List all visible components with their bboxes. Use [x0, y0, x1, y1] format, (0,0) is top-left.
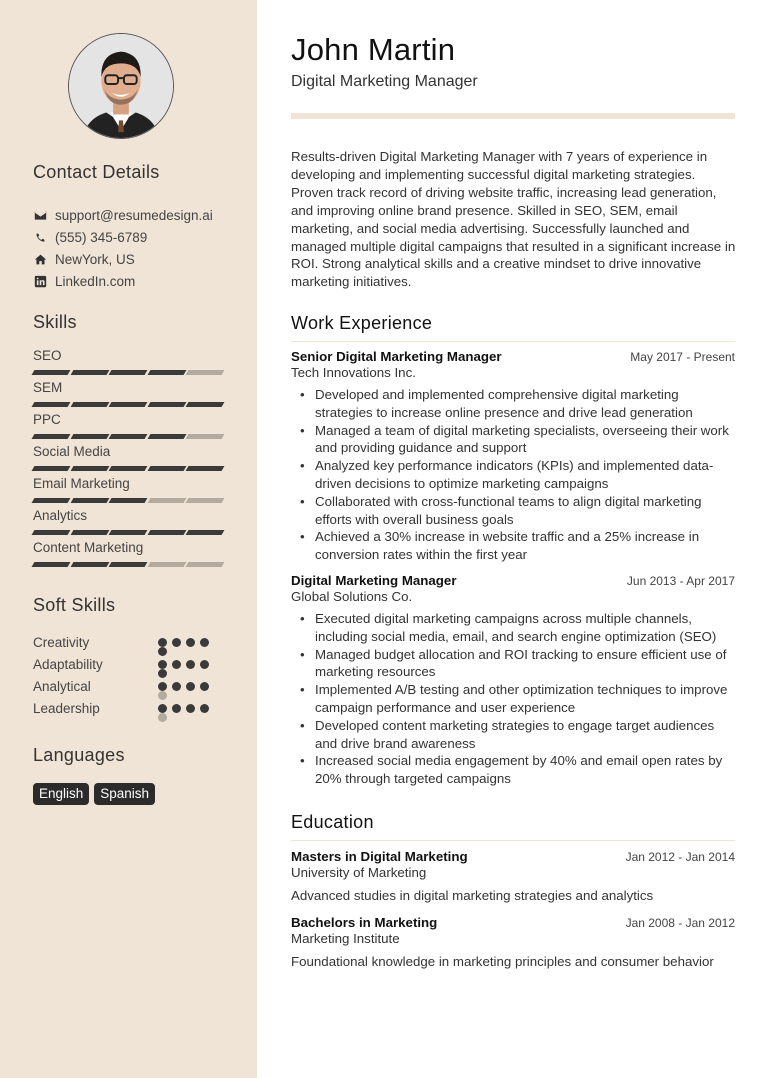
language-badge: English [33, 783, 89, 805]
education-dates: Jan 2008 - Jan 2012 [625, 916, 735, 930]
school-name: Marketing Institute [291, 931, 400, 946]
skill-item [33, 539, 225, 571]
summary-text: Results-driven Digital Marketing Manager with 7 years of experience in developing and implementing successful digital marketing strategies. Proven track record of driving website traffic, increasing lead generation, and improving online brand presence. Skilled in SEO, SEM, email marketing, and social media advertising. Successfully launched and managed multiple digital campaigns that resulted in a significant increase in ROI. Strong analytical skills and a creative mindset to drive innovative marketing initiatives. [291, 149, 736, 290]
skill-level-bar [33, 466, 225, 471]
rating-dot [186, 682, 195, 691]
header-divider [291, 113, 735, 119]
sidebar [0, 0, 257, 1078]
rating-dot [158, 704, 167, 713]
soft-skill-rating [158, 682, 209, 691]
soft-skill-item [33, 675, 223, 697]
skill-level-segment [32, 498, 70, 503]
skill-level-segment [186, 466, 224, 471]
skill-label: Analytics [33, 508, 88, 523]
language-badge: Spanish [94, 783, 155, 805]
skill-level-bar [33, 530, 225, 535]
rating-dot [200, 638, 209, 647]
job-bullet: • Developed and implemented comprehensive digital marketing strategies to increase online presence and drive lead generation [291, 386, 735, 422]
skill-item [33, 411, 225, 443]
languages-heading: Languages [33, 745, 125, 765]
skill-label: Content Marketing [33, 540, 144, 555]
skill-level-bar [33, 562, 225, 567]
skill-level-segment [70, 370, 108, 375]
contact-phone-text: (555) 345-6789 [55, 229, 148, 245]
home-icon [33, 252, 47, 266]
job-dates: Jun 2013 - Apr 2017 [626, 574, 735, 588]
soft-skill-label: Adaptability [33, 656, 103, 672]
skill-level-segment [32, 370, 70, 375]
skill-label: Social Media [33, 444, 111, 459]
skill-level-segment [147, 498, 185, 503]
soft-skills-heading: Soft Skills [33, 595, 116, 615]
soft-skill-rating [158, 660, 209, 669]
soft-skill-label: Creativity [33, 634, 90, 650]
job-bullet: • Increased social media engagement by 40% and email open rates by 20% through targeted campaigns [291, 752, 735, 788]
skill-item [33, 443, 225, 475]
rating-dot [172, 704, 181, 713]
education-entry [291, 915, 735, 969]
skill-label: PPC [33, 412, 61, 427]
education-dates: Jan 2012 - Jan 2014 [625, 850, 735, 864]
skill-level-bar [33, 370, 225, 375]
skill-level-segment [147, 402, 185, 407]
job-bullets [291, 610, 735, 788]
skill-item [33, 475, 225, 507]
skill-level-segment [70, 466, 108, 471]
skill-level-segment [32, 530, 70, 535]
skill-level-segment [109, 530, 147, 535]
skill-level-segment [32, 434, 70, 439]
school-name: University of Marketing [291, 865, 427, 880]
skill-level-bar [33, 402, 225, 407]
skill-level-segment [147, 562, 185, 567]
rating-dot [172, 638, 181, 647]
skill-level-segment [32, 562, 70, 567]
job-bullet: • Managed a team of digital marketing specialists, overseeing their work and providing guidance and support [291, 422, 735, 458]
rating-dot [200, 682, 209, 691]
rating-dot [158, 660, 167, 669]
rating-dot [186, 704, 195, 713]
job-title: Digital Marketing Manager [291, 573, 457, 588]
job-entry [291, 349, 735, 564]
education-description: Advanced studies in digital marketing strategies and analytics [291, 888, 654, 903]
skill-level-segment [109, 498, 147, 503]
skill-label: Email Marketing [33, 476, 130, 491]
skill-level-segment [70, 562, 108, 567]
job-bullet: • Developed content marketing strategies to engage target audiences and drive brand awareness [291, 717, 735, 753]
phone-icon [33, 230, 47, 244]
skill-item [33, 347, 225, 379]
skill-level-segment [70, 434, 108, 439]
skills-heading: Skills [33, 312, 77, 332]
work-experience-heading: Work Experience [291, 313, 735, 342]
contact-location [33, 248, 213, 270]
skill-level-segment [109, 434, 147, 439]
job-bullet: • Managed budget allocation and ROI tracking to ensure efficient use of marketing resources [291, 646, 735, 682]
job-company: Tech Innovations Inc. [291, 365, 416, 380]
job-bullet: • Analyzed key performance indicators (KPIs) and implemented data-driven decisions to optimize marketing campaigns [291, 457, 735, 493]
education-entry [291, 849, 735, 903]
rating-dot [186, 660, 195, 669]
soft-skill-rating [158, 638, 209, 647]
skill-level-segment [109, 562, 147, 567]
candidate-title: Digital Marketing Manager [291, 73, 478, 90]
profile-photo-icon [69, 34, 173, 138]
contact-phone[interactable] [33, 226, 213, 248]
skill-level-segment [109, 466, 147, 471]
rating-dot [172, 682, 181, 691]
soft-skill-item [33, 631, 223, 653]
skill-level-segment [186, 402, 224, 407]
contact-linkedin[interactable] [33, 270, 213, 292]
contact-email-text: support@resumedesign.ai [55, 207, 213, 223]
avatar [68, 33, 174, 139]
education-heading: Education [291, 812, 735, 841]
job-company: Global Solutions Co. [291, 589, 413, 604]
skill-level-bar [33, 434, 225, 439]
rating-dot [186, 638, 195, 647]
skill-level-segment [70, 498, 108, 503]
skill-level-segment [186, 562, 224, 567]
skill-level-segment [147, 370, 185, 375]
job-entry [291, 573, 735, 788]
soft-skill-label: Analytical [33, 678, 91, 694]
soft-skill-rating [158, 704, 209, 713]
skill-level-segment [147, 466, 185, 471]
languages-list [33, 783, 155, 805]
contact-location-text: NewYork, US [55, 251, 135, 267]
linkedin-icon [33, 274, 47, 288]
skill-level-segment [109, 370, 147, 375]
skill-item [33, 379, 225, 411]
job-bullet: • Implemented A/B testing and other optimization techniques to improve campaign performance and user experience [291, 681, 735, 717]
soft-skill-item [33, 653, 223, 675]
skill-level-segment [70, 402, 108, 407]
skill-level-segment [186, 498, 224, 503]
skill-level-segment [109, 402, 147, 407]
degree-title: Masters in Digital Marketing [291, 849, 468, 864]
rating-dot [200, 704, 209, 713]
contact-linkedin-text: LinkedIn.com [55, 273, 136, 289]
job-dates: May 2017 - Present [630, 350, 735, 364]
job-bullet: • Achieved a 30% increase in website traffic and a 25% increase in conversion rates within the first year [291, 528, 735, 564]
job-bullets [291, 386, 735, 564]
skill-level-segment [70, 530, 108, 535]
skill-level-bar [33, 498, 225, 503]
skill-label: SEM [33, 380, 63, 395]
contact-heading: Contact Details [33, 162, 160, 182]
skill-level-segment [186, 370, 224, 375]
skills-list [33, 347, 225, 571]
soft-skills-list [33, 631, 223, 719]
contact-list [33, 204, 213, 292]
envelope-icon [33, 208, 47, 222]
skill-level-segment [32, 402, 70, 407]
soft-skill-label: Leadership [33, 700, 100, 716]
skill-level-segment [32, 466, 70, 471]
main-content [291, 0, 735, 1078]
skill-level-segment [186, 530, 224, 535]
job-bullet: • Executed digital marketing campaigns across multiple channels, including social media, email, and search engine optimization (SEO) [291, 610, 735, 646]
job-bullet: • Collaborated with cross-functional teams to align digital marketing efforts with overall business goals [291, 493, 735, 529]
rating-dot [172, 660, 181, 669]
degree-title: Bachelors in Marketing [291, 915, 438, 930]
candidate-name: John Martin [291, 32, 456, 67]
contact-email[interactable] [33, 204, 213, 226]
rating-dot [158, 682, 167, 691]
skill-level-segment [147, 530, 185, 535]
soft-skill-item [33, 697, 223, 719]
skill-label: SEO [33, 348, 62, 363]
education-description: Foundational knowledge in marketing principles and consumer behavior [291, 954, 714, 969]
skill-level-segment [186, 434, 224, 439]
skill-level-segment [147, 434, 185, 439]
rating-dot [158, 638, 167, 647]
rating-dot [200, 660, 209, 669]
rating-dot [158, 713, 167, 722]
job-title: Senior Digital Marketing Manager [291, 349, 502, 364]
skill-item [33, 507, 225, 539]
